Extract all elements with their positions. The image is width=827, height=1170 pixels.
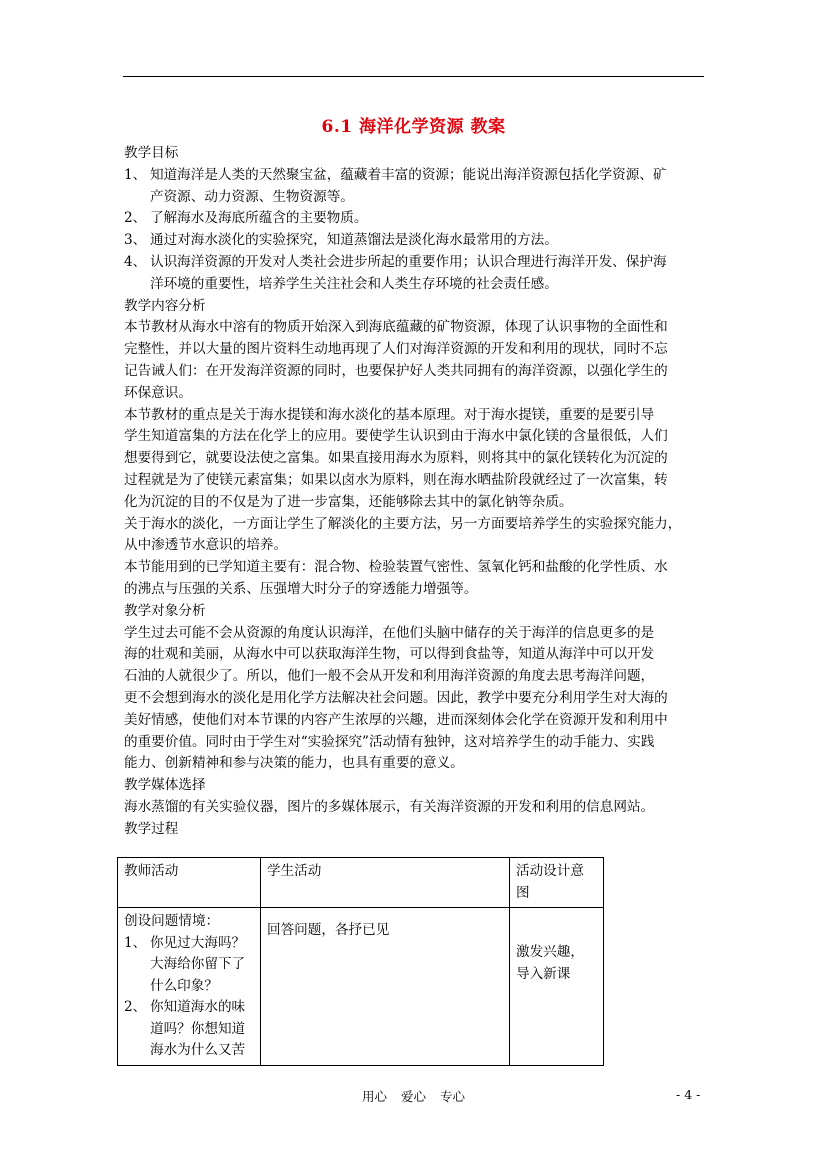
goal-item <box>124 252 705 296</box>
question-line: 大海给你留下了 <box>150 956 246 972</box>
student-analysis-text <box>124 623 705 776</box>
goal-line: 通过对海水淡化的实验探究，知道蒸馏法是淡化海水最常用的方法。 <box>150 232 558 249</box>
text-line: 学生过去可能不会从资源的角度认识海洋，在他们头脑中储存的关于海洋的信息更多的是 <box>124 624 655 641</box>
header-teacher-activity: 教师活动 <box>118 858 261 908</box>
header-design-intent <box>510 858 604 908</box>
teacher-intro: 创设问题情境： <box>124 913 220 929</box>
document-body <box>124 143 705 841</box>
goal-text <box>150 230 705 252</box>
footer-slogan: 用心 爱心 专心 <box>362 1089 465 1104</box>
goal-item <box>124 208 705 230</box>
text-line: 更不会想到海水的淡化是用化学方法解决社会问题。因此，教学中要充分利用学生对大海的 <box>124 689 668 706</box>
teacher-question <box>124 997 255 1062</box>
text-line: 的沸点与压强的关系、压强增大时分子的穿透能力增强等。 <box>124 580 478 597</box>
intent-line: 导入新课 <box>516 965 571 982</box>
goal-line: 知道海洋是人类的天然聚宝盆，蕴藏着丰富的资源；能说出海洋资源包括化学资源、矿 <box>150 166 667 183</box>
text-line: 本节教材的重点是关于海水提镁和海水淡化的基本原理。对于海水提镁，重要的是要引导 <box>124 406 655 423</box>
text-line: 海的壮观和美丽，从海水中可以获取海洋生物，可以得到食盐等，知道从海洋中可以开发 <box>124 646 655 663</box>
question-line: 你知道海水的味 <box>150 999 246 1015</box>
goal-number: 1、 <box>124 166 147 183</box>
cell-teacher-activity <box>118 908 261 1066</box>
question-number: 1、 <box>124 934 147 951</box>
goal-number: 2、 <box>124 210 147 227</box>
text-line: 想要得到它，就要设法使之富集。如果直接用海水为原料，则将其中的氯化镁转化为沉淀的 <box>124 450 668 467</box>
text-line: 本节能用到的已学知道主要有：混合物、检验装置气密性、氢氧化钙和盐酸的化学性质、水 <box>124 559 668 576</box>
header-intent-line: 图 <box>516 884 530 901</box>
teacher-question <box>124 933 255 998</box>
goal-text <box>150 165 705 209</box>
header-student-activity: 学生活动 <box>261 858 510 908</box>
content-paragraph <box>124 557 705 601</box>
section-heading-student-analysis: 教学对象分析 <box>124 602 206 619</box>
cell-design-intent <box>510 908 604 1066</box>
process-table <box>117 857 604 1066</box>
question-line: 你见过大海吗？ <box>150 934 246 951</box>
text-line: 海水蒸馏的有关实验仪器，图片的多媒体展示，有关海洋资源的开发和利用的信息网站。 <box>124 798 655 815</box>
goal-line: 了解海水及海底所蕴含的主要物质。 <box>150 210 368 227</box>
text-line: 过程就是为了使镁元素富集；如果以卤水为原料，则在海水晒盐阶段就经过了一次富集，转 <box>124 471 668 488</box>
media-text <box>124 797 705 819</box>
section-heading-goals: 教学目标 <box>124 145 179 161</box>
text-line: 能力、创新精神和参与决策的能力，也具有重要的意义。 <box>124 755 464 772</box>
teacher-question-list <box>124 933 255 1062</box>
page-number: - 4 - <box>676 1087 701 1102</box>
text-line: 完整性，并以大量的图片资料生动地再现了人们对海洋资源的开发和利用的现状，同时不忘 <box>124 341 668 358</box>
section-heading-media: 教学媒体选择 <box>124 777 206 794</box>
goal-line: 认识海洋资源的开发对人类社会进步所起的重要作用；认识合理进行海洋开发、保护海 <box>150 253 667 270</box>
table-header-row <box>118 858 604 908</box>
text-line: 学生知道富集的方法在化学上的应用。要使学生认识到由于海水中氯化镁的含量很低，人们 <box>124 428 668 445</box>
content-paragraph <box>124 514 705 558</box>
page-title: 6.1 海洋化学资源 教案 <box>321 117 506 137</box>
text-line: 环保意识。 <box>124 384 192 401</box>
table-row <box>118 908 604 1066</box>
cell-student-activity <box>261 908 510 1066</box>
student-activity-text: 回答问题，各抒已见 <box>267 922 390 939</box>
header-intent-line: 活动设计意 <box>516 863 584 879</box>
goal-line: 洋环境的重要性，培养学生关注社会和人类生存环境的社会责任感。 <box>150 275 558 292</box>
question-text <box>150 933 245 998</box>
content-paragraph <box>124 405 705 514</box>
question-line: 海水为什么又苦 <box>150 1042 246 1058</box>
text-line: 记告诫人们：在开发海洋资源的同时，也要保护好人类共同拥有的海洋资源，以强化学生的 <box>124 362 668 379</box>
goal-number: 3、 <box>124 232 147 249</box>
text-line: 石油的人就很少了。所以，他们一般不会从开发和利用海洋资源的角度去思考海洋问题， <box>124 668 655 685</box>
text-line: 本节教材从海水中溶有的物质开始深入到海底蕴藏的矿物资源，体现了认识事物的全面性和 <box>124 319 668 336</box>
goal-item <box>124 230 705 252</box>
text-line: 的重要价值。同时由于学生对“实验探究”活动情有独钟，这对培养学生的动手能力、实践 <box>124 733 655 750</box>
text-line: 美好情感，使他们对本节课的内容产生浓厚的兴趣，进而深刻体会化学在资源开发和利用中 <box>124 711 668 728</box>
goal-item <box>124 165 705 209</box>
text-line: 关于海水的淡化，一方面让学生了解淡化的主要方法，另一方面要培养学生的实验探究能力， <box>124 515 682 532</box>
question-number: 2、 <box>124 999 147 1015</box>
question-line: 什么印象？ <box>150 977 218 994</box>
question-text <box>150 997 245 1062</box>
goal-number: 4、 <box>124 253 147 270</box>
intent-line: 激发兴趣， <box>516 944 584 961</box>
section-heading-content-analysis: 教学内容分析 <box>124 297 206 314</box>
text-line: 化为沉淀的目的不仅是为了进一步富集，还能够除去其中的氯化钠等杂质。 <box>124 493 573 510</box>
content-analysis-text <box>124 317 705 600</box>
header-rule <box>123 76 704 77</box>
goals-list <box>124 165 705 296</box>
content-paragraph <box>124 317 705 404</box>
goal-text <box>150 208 705 230</box>
goal-line: 产资源、动力资源、生物资源等。 <box>150 188 354 205</box>
goal-text <box>150 252 705 296</box>
section-heading-process: 教学过程 <box>124 820 179 837</box>
question-line: 道吗？你想知道 <box>150 1020 246 1037</box>
text-line: 从中渗透节水意识的培养。 <box>124 537 288 554</box>
